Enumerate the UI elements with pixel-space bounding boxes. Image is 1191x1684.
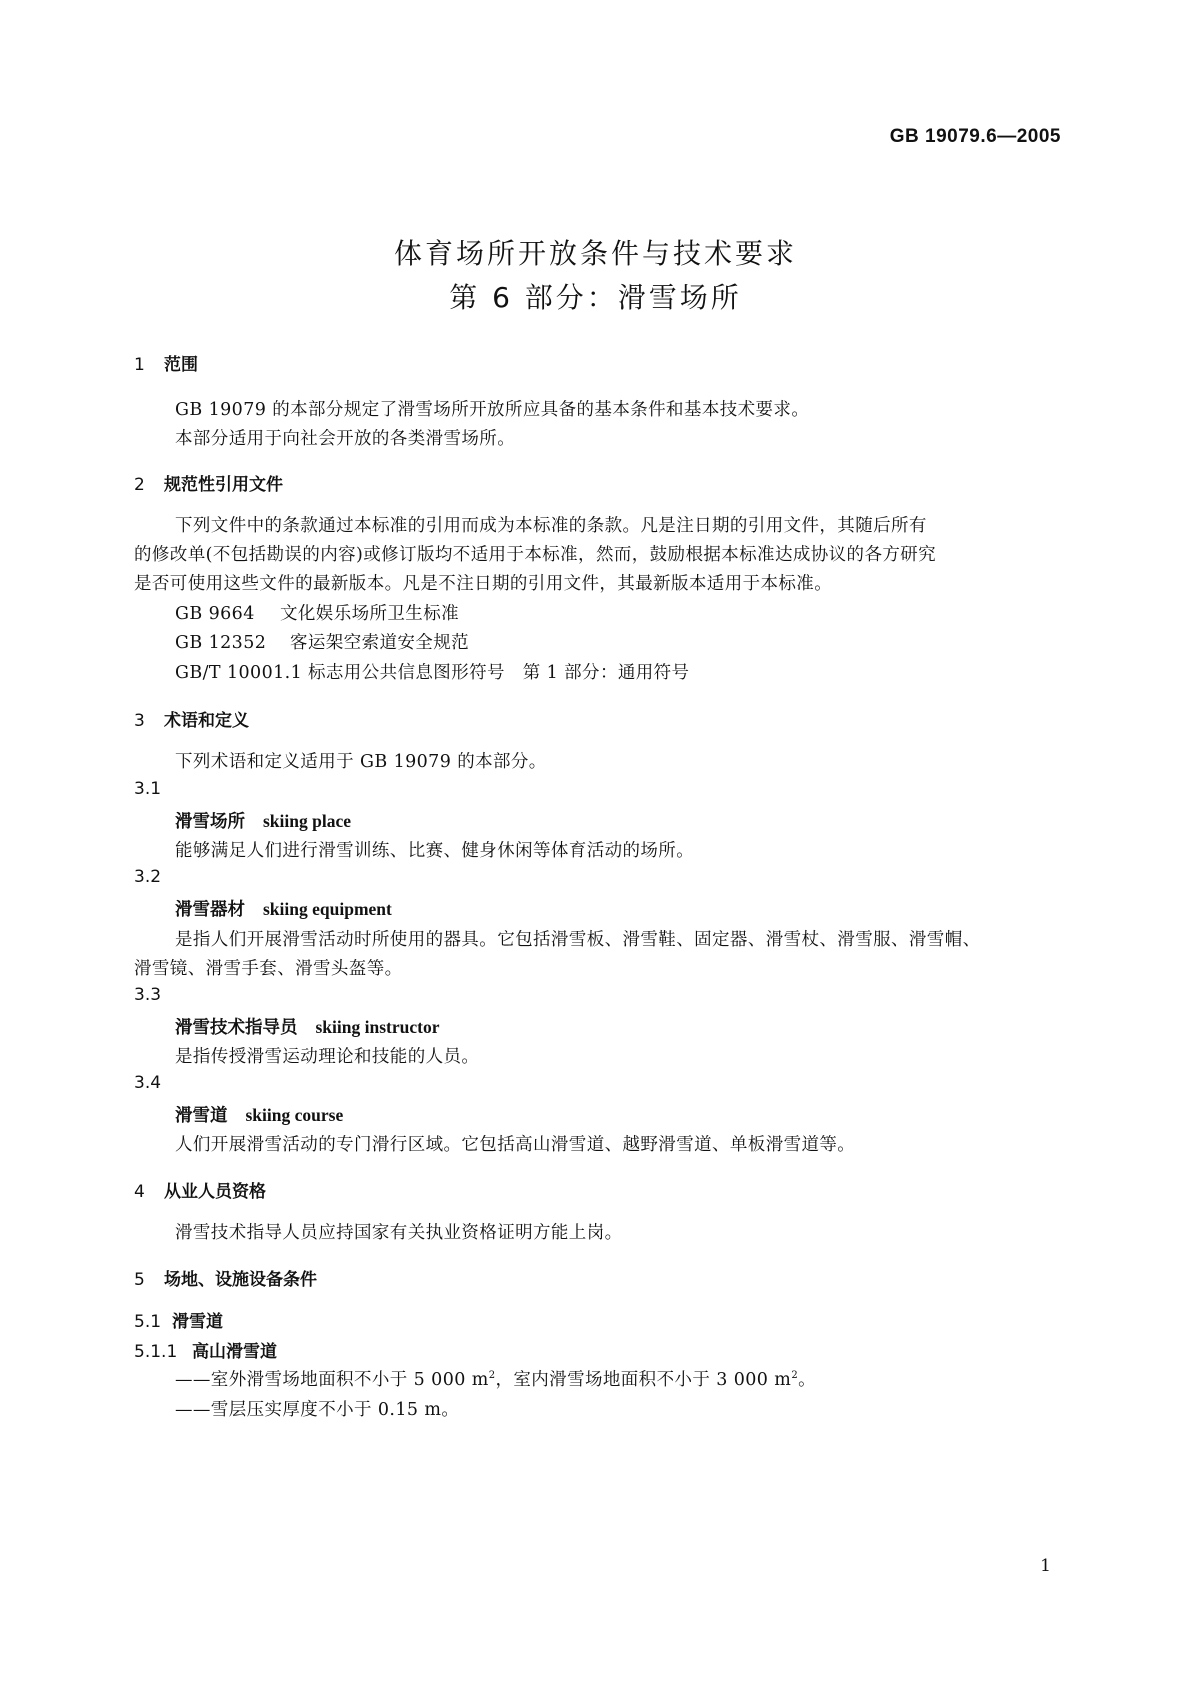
section-4-heading xyxy=(134,1177,266,1202)
term-number: 3.2 xyxy=(134,867,162,887)
subsection-title: 高山滑雪道 xyxy=(192,1342,277,1362)
list-item-text: ，室内滑雪场地面积不小于 3 000 m xyxy=(495,1370,792,1390)
section-title: 规范性引用文件 xyxy=(164,475,283,495)
paragraph: 下列术语和定义适用于 GB 19079 的本部分。 xyxy=(175,752,547,772)
subsection-number: 5.1 xyxy=(134,1312,162,1332)
term-definition: 能够满足人们进行滑雪训练、比赛、健身休闲等体育活动的场所。 xyxy=(175,841,695,861)
superscript: 2 xyxy=(791,1370,799,1382)
standard-code: GB 19079.6—2005 xyxy=(889,126,1061,147)
term-definition-cont: 滑雪镜、滑雪手套、滑雪头盔等。 xyxy=(134,959,403,979)
paragraph: 是否可使用这些文件的最新版本。凡是不注日期的引用文件，其最新版本适用于本标准。 xyxy=(134,574,833,594)
subsection-5-1-heading xyxy=(134,1307,223,1332)
term-en: skiing instructor xyxy=(315,1017,440,1037)
paragraph: 滑雪技术指导人员应持国家有关执业资格证明方能上岗。 xyxy=(175,1223,623,1243)
subsection-5-1-1-heading xyxy=(134,1337,277,1362)
reference-code: GB 9664 xyxy=(175,604,255,624)
section-title: 从业人员资格 xyxy=(164,1182,266,1202)
term-en: skiing place xyxy=(263,811,352,831)
paragraph: 下列文件中的条款通过本标准的引用而成为本标准的条款。凡是注日期的引用文件，其随后所有 xyxy=(175,516,927,536)
section-number: 1 xyxy=(134,355,145,375)
section-title: 范围 xyxy=(164,355,198,375)
section-1-heading xyxy=(134,350,198,375)
list-item xyxy=(175,1366,816,1391)
section-number: 5 xyxy=(134,1270,145,1290)
section-number: 4 xyxy=(134,1182,145,1202)
page-number: 1 xyxy=(1040,1556,1051,1576)
reference-item xyxy=(175,600,459,625)
term-number: 3.1 xyxy=(134,779,162,799)
term-cn: 滑雪场所 xyxy=(175,812,245,832)
section-number: 2 xyxy=(134,475,145,495)
superscript: 2 xyxy=(488,1370,496,1382)
list-item: ——雪层压实厚度不小于 0.15 m。 xyxy=(175,1400,460,1420)
list-item-text: 。 xyxy=(798,1370,816,1390)
term-definition: 是指人们开展滑雪活动时所使用的器具。它包括滑雪板、滑雪鞋、固定器、滑雪杖、滑雪服、滑雪帽、 xyxy=(175,930,981,950)
document-subtitle: 第 6 部分：滑雪场所 xyxy=(449,281,742,314)
term-definition: 是指传授滑雪运动理论和技能的人员。 xyxy=(175,1047,480,1067)
term-title xyxy=(175,808,351,833)
section-5-heading xyxy=(134,1265,317,1290)
reference-name: 客运架空索道安全规范 xyxy=(290,633,469,653)
subsection-number: 5.1.1 xyxy=(134,1342,178,1362)
term-cn: 滑雪技术指导员 xyxy=(175,1018,298,1038)
paragraph: 本部分适用于向社会开放的各类滑雪场所。 xyxy=(175,429,516,449)
term-cn: 滑雪器材 xyxy=(175,900,245,920)
section-number: 3 xyxy=(134,711,145,731)
paragraph: GB 19079 的本部分规定了滑雪场所开放所应具备的基本条件和基本技术要求。 xyxy=(175,400,810,420)
term-title xyxy=(175,1102,343,1127)
term-number: 3.4 xyxy=(134,1073,162,1093)
term-definition: 人们开展滑雪活动的专门滑行区域。它包括高山滑雪道、越野滑雪道、单板滑雪道等。 xyxy=(175,1135,856,1155)
section-3-heading xyxy=(134,706,249,731)
term-en: skiing equipment xyxy=(263,899,392,919)
reference-name: 标志用公共信息图形符号 第 1 部分：通用符号 xyxy=(308,663,690,683)
reference-code: GB/T 10001.1 xyxy=(175,663,303,683)
document-title: 体育场所开放条件与技术要求 xyxy=(393,237,797,270)
term-en: skiing course xyxy=(245,1105,344,1125)
reference-code: GB 12352 xyxy=(175,633,267,653)
list-item-text: ——室外滑雪场地面积不小于 5 000 m xyxy=(175,1370,489,1390)
reference-item xyxy=(175,659,689,684)
paragraph: 的修改单(不包括勘误的内容)或修订版均不适用于本标准，然而，鼓励根据本标准达成协议的各方研究 xyxy=(134,545,937,565)
section-title: 场地、设施设备条件 xyxy=(164,1270,317,1290)
section-2-heading xyxy=(134,470,283,495)
term-title xyxy=(175,896,392,921)
section-title: 术语和定义 xyxy=(164,711,249,731)
reference-name: 文化娱乐场所卫生标准 xyxy=(280,604,459,624)
reference-item xyxy=(175,629,469,654)
subsection-title: 滑雪道 xyxy=(172,1312,223,1332)
term-number: 3.3 xyxy=(134,985,162,1005)
term-cn: 滑雪道 xyxy=(175,1106,228,1126)
term-title xyxy=(175,1014,439,1039)
